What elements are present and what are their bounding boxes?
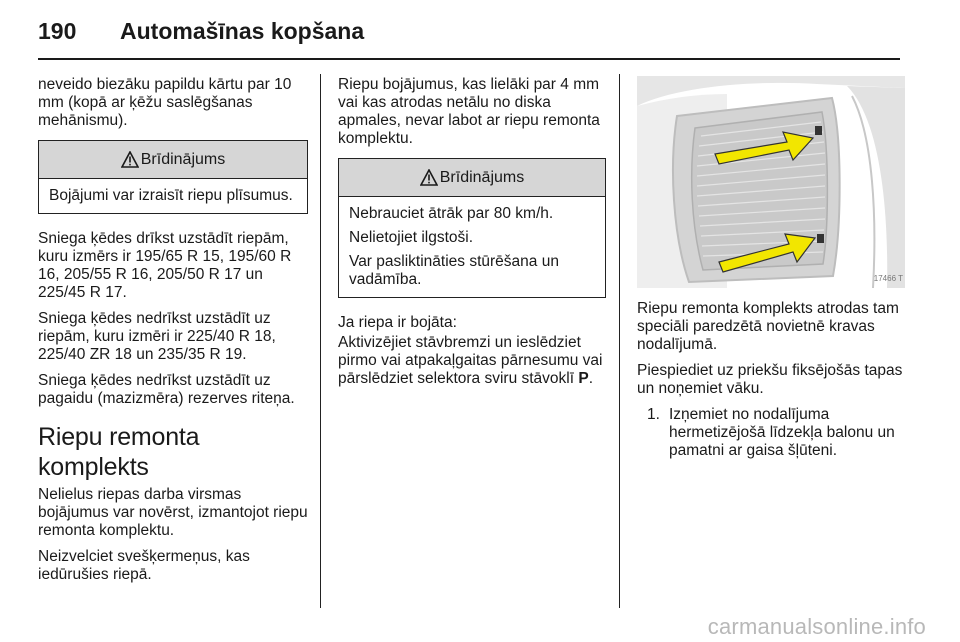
column-divider-2 (619, 74, 620, 608)
warning-header (39, 141, 307, 179)
gear-position-p: P (578, 370, 589, 387)
paragraph-chain-not-allowed: Sniega ķēdes nedrīkst uzstādīt uz riepām, kuru izmēri ir 225/40 R 18, 225/40 ZR 18 un 235/35 R 19. (38, 310, 276, 363)
paragraph-chain-spare: Sniega ķēdes nedrīkst uzstādīt uz pagaidu (mazizmēra) rezerves riteņa. (38, 372, 295, 407)
warning-line: Var pasliktināties stūrēšana un vadāmība. (349, 253, 559, 288)
page-number: 190 (38, 18, 77, 44)
step-text: Izņemiet no nodalījuma hermetizējošā līdzekļa balonu un pamatni ar gaisa šļūteni. (669, 406, 895, 459)
warning-body (339, 197, 605, 297)
list-item (639, 406, 905, 460)
paragraph-chain-sizes: Sniega ķēdes drīkst uzstādīt riepām, kuru izmērs ir 195/65 R 15, 195/60 R 16, 205/55 R 16, 205/50 R 17 un 225/45 R 17. (38, 230, 292, 301)
paragraph-if-damaged: Ja riepa ir bojāta: (338, 314, 457, 331)
warning-title: Brīdinājums (140, 150, 226, 168)
watermark: carmanualsonline.info (707, 614, 926, 639)
paragraph-press-pins: Piespiediet uz priekšu fiksējošās tapas un noņemiet vāku. (637, 362, 903, 397)
column-3 (637, 76, 905, 460)
header-divider (38, 58, 900, 60)
page-header (38, 18, 900, 58)
paragraph-activate-brake (338, 334, 606, 388)
chapter-title: Automašīnas kopšana (120, 18, 365, 44)
section-title: Riepu remonta komplekts (38, 423, 200, 481)
warning-box-1 (38, 140, 308, 214)
figure-cargo-compartment (637, 76, 905, 288)
warning-title: Brīdinājums (439, 168, 525, 186)
paragraph-kit-location: Riepu remonta komplekts atrodas tam speciāli paredzētā novietnē kravas nodalījumā. (637, 300, 899, 353)
warning-triangle-icon (121, 151, 139, 168)
figure-code: 17466 T (873, 274, 903, 283)
warning-line: Nelietojiet ilgstoši. (349, 229, 474, 246)
cargo-compartment-illustration (637, 76, 905, 288)
paragraph-larger-damage: Riepu bojājumus, kas lielāki par 4 mm vai kas atrodas netālu no diska apmales, nevar labot ar riepu remonta komplektu. (338, 76, 600, 147)
activate-text: Aktivizējiet stāvbremzi un ieslēdziet pirmo vai atpakaļgaitas pārnesumu vai pārslēdziet selektora sviru stāvoklī (338, 334, 603, 387)
column-1 (38, 76, 308, 592)
activate-end: . (588, 370, 594, 387)
column-2 (338, 76, 606, 396)
step-number: 1. (647, 406, 660, 423)
paragraph-intro: neveido biezāku papildu kārtu par 10 mm (kopā ar ķēžu saslēgšanas mehānismu). (38, 76, 292, 129)
warning-line: Bojājumi var izraisīt riepu plīsumus. (49, 187, 293, 204)
warning-line: Nebrauciet ātrāk par 80 km/h. (349, 205, 554, 222)
warning-triangle-icon (420, 169, 438, 186)
column-divider-1 (320, 74, 321, 608)
paragraph-minor-damage: Nelielus riepas darba virsmas bojājumus var novērst, izmantojot riepu remonta komplektu. (38, 486, 308, 539)
warning-header (339, 159, 605, 197)
paragraph-foreign-objects: Neizvelciet svešķermeņus, kas iedūrušies riepā. (38, 548, 250, 583)
warning-box-2 (338, 158, 606, 298)
warning-body (39, 179, 307, 213)
